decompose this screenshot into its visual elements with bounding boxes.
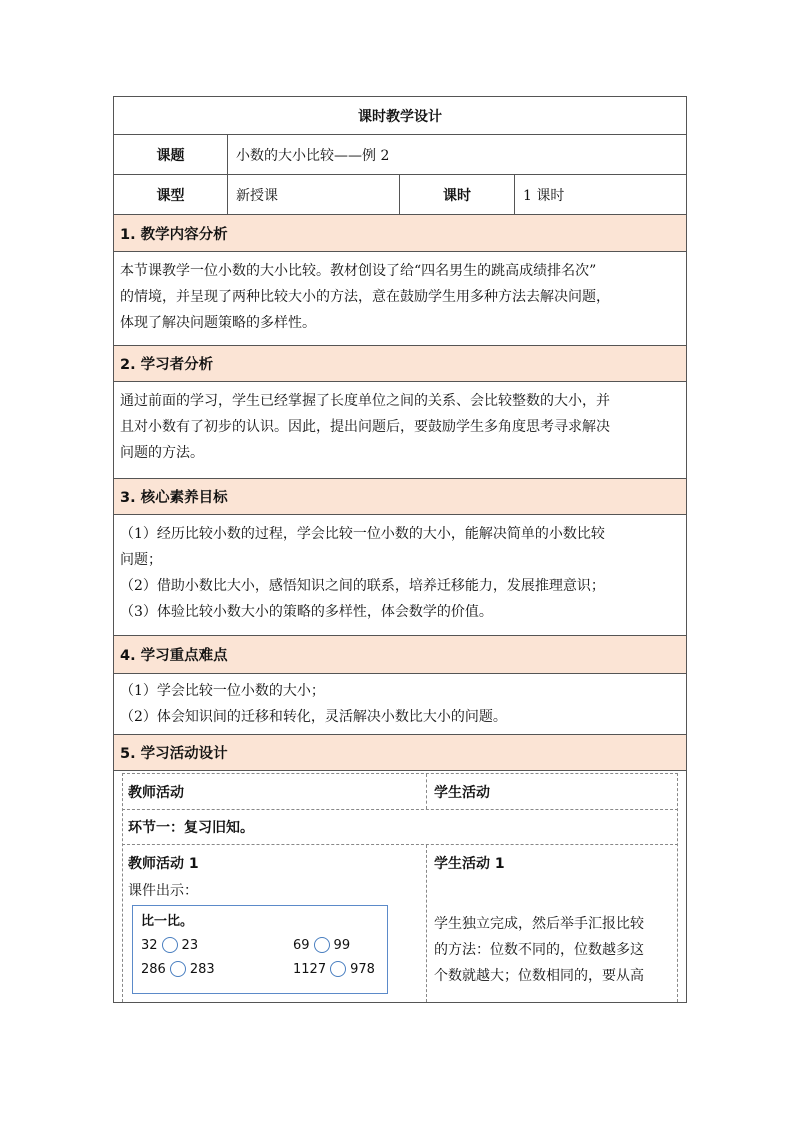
section-4-line: （2）体会知识间的迁移和转化，灵活解决小数比大小的问题。 <box>120 709 507 725</box>
compare-blank-circle[interactable] <box>170 961 186 977</box>
section-1-heading: 1. 教学内容分析 <box>113 215 687 252</box>
section-3-line: 问题； <box>120 552 162 568</box>
student-activity-header: 学生活动 <box>434 784 490 801</box>
section-3-line: （2）借助小数比大小，感悟知识之间的联系，培养迁移能力，发展推理意识； <box>120 578 605 594</box>
compare-blank-circle[interactable] <box>330 961 346 977</box>
compare-pair: 1127 978 <box>293 961 375 977</box>
stage-1-label: 环节一：复习旧知。 <box>128 820 254 836</box>
stage-row <box>122 810 678 845</box>
type-label: 课型 <box>114 175 228 214</box>
activity-header-row <box>122 773 678 810</box>
section-1-line: 体现了解决问题策略的多样性。 <box>120 315 316 331</box>
section-3-heading: 3. 核心素养目标 <box>113 479 687 515</box>
section-1-line: 本节课教学一位小数的大小比较。教材创设了给“四名男生的跳高成绩排名次” <box>120 263 597 279</box>
teacher-activity-1-title: 教师活动 1 <box>128 856 199 872</box>
type-value: 新授课 <box>228 175 400 214</box>
compare-blank-circle[interactable] <box>162 937 178 953</box>
topic-row <box>113 135 687 175</box>
compare-blank-circle[interactable] <box>314 937 330 953</box>
teacher-activity-header: 教师活动 <box>128 784 184 801</box>
hours-label: 课时 <box>400 175 515 214</box>
activity-area <box>113 771 687 1003</box>
compare-pair: 32 23 <box>141 937 199 953</box>
section-2-line: 问题的方法。 <box>120 445 204 461</box>
section-3-body <box>113 515 687 636</box>
compare-pair: 286 283 <box>141 961 215 977</box>
task-title: 比一比。 <box>141 914 194 929</box>
section-4-line: （1）学会比较一位小数的大小； <box>120 683 325 699</box>
section-3-line: （3）体验比较小数大小的策略的多样性，体会数学的价值。 <box>120 604 493 620</box>
compare-pair: 69 99 <box>293 937 351 953</box>
student-activity-1-text: 学生独立完成，然后举手汇报比较 的方法：位数不同的，位数越多这 个数就越大；位数相同的，要从高 <box>434 916 644 984</box>
section-4-heading: 4. 学习重点难点 <box>113 636 687 674</box>
section-1-body <box>113 252 687 346</box>
page-title: 课时教学设计 <box>358 108 442 125</box>
section-2-heading: 2. 学习者分析 <box>113 346 687 382</box>
topic-label: 课题 <box>114 135 228 174</box>
section-2-line: 通过前面的学习，学生已经掌握了长度单位之间的关系、会比较整数的大小，并 <box>120 393 610 409</box>
section-3-line: （1）经历比较小数的过程，学会比较一位小数的大小，能解决简单的小数比较 <box>120 526 605 542</box>
compare-task-box <box>132 905 388 994</box>
activity-1-row <box>122 845 678 1002</box>
hours-value: 1 课时 <box>523 187 565 204</box>
section-2-line: 且对小数有了初步的认识。因此，提出问题后，要鼓励学生多角度思考寻求解决 <box>120 419 610 435</box>
courseware-label: 课件出示： <box>128 883 198 899</box>
type-row <box>113 175 687 215</box>
topic-value: 小数的大小比较——例 2 <box>236 147 390 164</box>
section-1-line: 的情境，并呈现了两种比较大小的方法，意在鼓励学生用多种方法去解决问题， <box>120 289 610 305</box>
section-2-body <box>113 382 687 479</box>
title-row <box>113 96 687 135</box>
section-4-body <box>113 674 687 735</box>
student-activity-1-title: 学生活动 1 <box>434 856 505 872</box>
section-5-heading: 5. 学习活动设计 <box>113 735 687 771</box>
